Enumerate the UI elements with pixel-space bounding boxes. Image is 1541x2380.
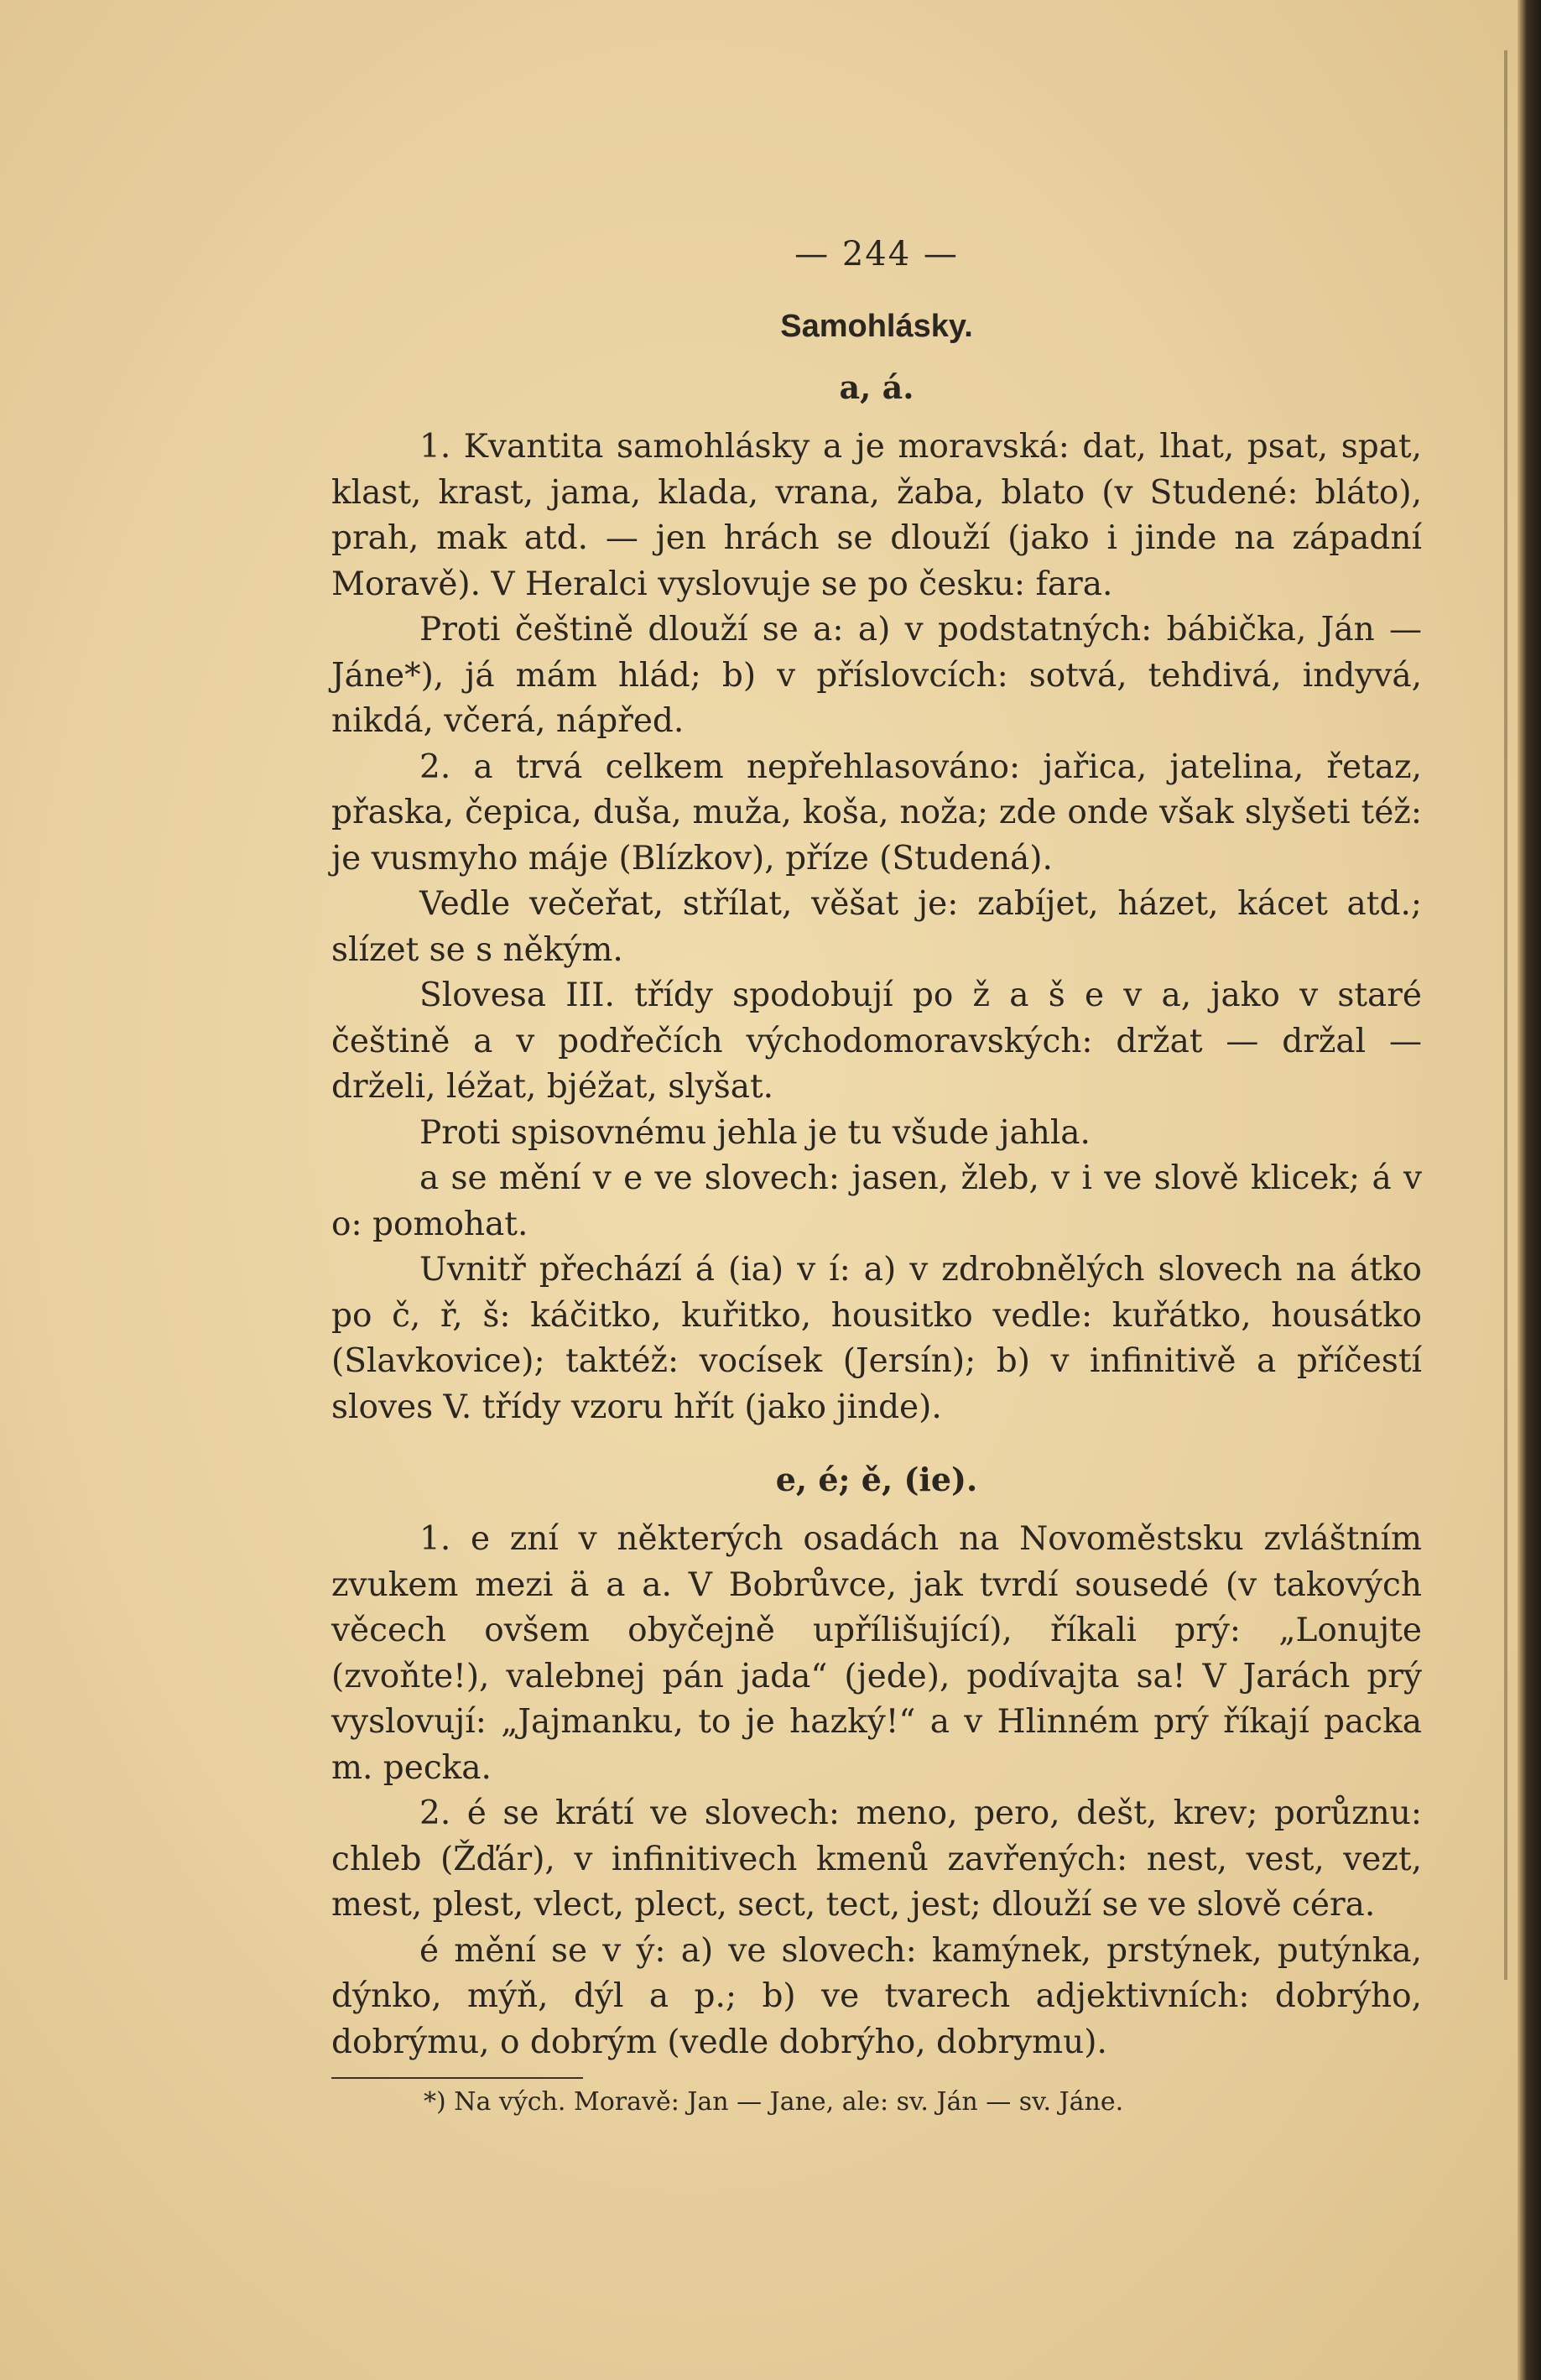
footnote-rule bbox=[331, 2077, 583, 2079]
vowel-heading-e: e, é; ě, (ie). bbox=[775, 1461, 978, 1498]
page-edge-line bbox=[1504, 50, 1507, 1980]
page-number: — 244 — bbox=[794, 235, 959, 273]
paragraph-a-4: Vedle večeřat, střílat, věšat je: zabíjet, házet, kácet atd.; slízet se s někým. bbox=[331, 885, 1422, 969]
paragraph-a-2: Proti češtině dlouží se a: a) v podstatných: bábička, Ján — Jáne*), já mám hlád; b) v příslovcích: sotvá, tehdivá, indyvá, nikdá, včerá, nápřed. bbox=[331, 611, 1422, 740]
vowel-heading-a: a, á. bbox=[839, 368, 914, 406]
paragraph-a-7: a se mění v e ve slovech: jasen, žleb, v i ve slově klicek; á v o: pomohat. bbox=[331, 1159, 1422, 1243]
page-content bbox=[331, 235, 1422, 2117]
footnote: *) Na vých. Moravě: Jan — Jane, ale: sv. Ján — sv. Jáne. bbox=[424, 2087, 1124, 2117]
paragraph-e-3: é mění se v ý: a) ve slovech: kamýnek, prstýnek, putýnka, dýnko, mýň, dýl a p.; b) ve tvarech adjektivních: dobrýho, dobrýmu, o dobrým (vedle dobrýho, dobrymu). bbox=[331, 1931, 1422, 2061]
paragraph-a-5: Slovesa III. třídy spodobují po ž a š e v a, jako v staré češtině a v podřečích východomoravských: držat — držal — drželi, léžat, bjéžat, slyšat. bbox=[331, 976, 1422, 1106]
paragraph-a-8: Uvnitř přechází á (ia) v í: a) v zdrobnělých slovech na átko po č, ř, š: káčitko, kuřitko, housitko vedle: kuřátko, housátko (Slavkovice); taktéž: vocísek (Jersín); b) v infinitivě a příčestí sloves V. třídy vzoru hřít (jako jinde). bbox=[331, 1251, 1422, 1426]
paragraph-a-1: 1. Kvantita samohlásky a je moravská: dat, lhat, psat, spat, klast, krast, jama, klada, vrana, žaba, blato (v Studené: bláto), prah, mak atd. — jen hrách se dlouží (jako i jinde na západní Moravě). V Heralci vyslovuje se po česku: fara. bbox=[331, 428, 1422, 603]
section-title: Samohlásky. bbox=[780, 309, 973, 344]
book-spine-edge bbox=[1518, 0, 1541, 2380]
paragraph-a-6: Proti spisovnému jehla je tu všude jahla. bbox=[419, 1113, 1091, 1152]
paragraph-e-1: 1. e zní v některých osadách na Novoměstsku zvláštním zvukem mezi ä a a. V Bobrůvce, jak tvrdí sousedé (v takových věcech ovšem obyčejně upřílišující), říkali prý: „Lonujte (zvoňte!), valebnej pán jada“ (jede), podívajta sa! V Jarách prý vyslovují: „Jajmanku, to je hazký!“ a v Hlinném prý říkají packa m. pecka. bbox=[331, 1520, 1422, 1787]
paragraph-e-2: 2. é se krátí ve slovech: meno, pero, dešt, krev; porůznu: chleb (Žďár), v infinitivech kmenů zavřených: nest, vest, vezt, mest, plest, vlect, plect, sect, tect, jest; dlouží se ve slově céra. bbox=[331, 1794, 1422, 1924]
paragraph-a-3: 2. a trvá celkem nepřehlasováno: jařica, jatelina, řetaz, přaska, čepica, duša, muža, koša, noža; zde onde však slyšeti též: je vusmyho máje (Blízkov), příze (Studená). bbox=[331, 747, 1422, 878]
